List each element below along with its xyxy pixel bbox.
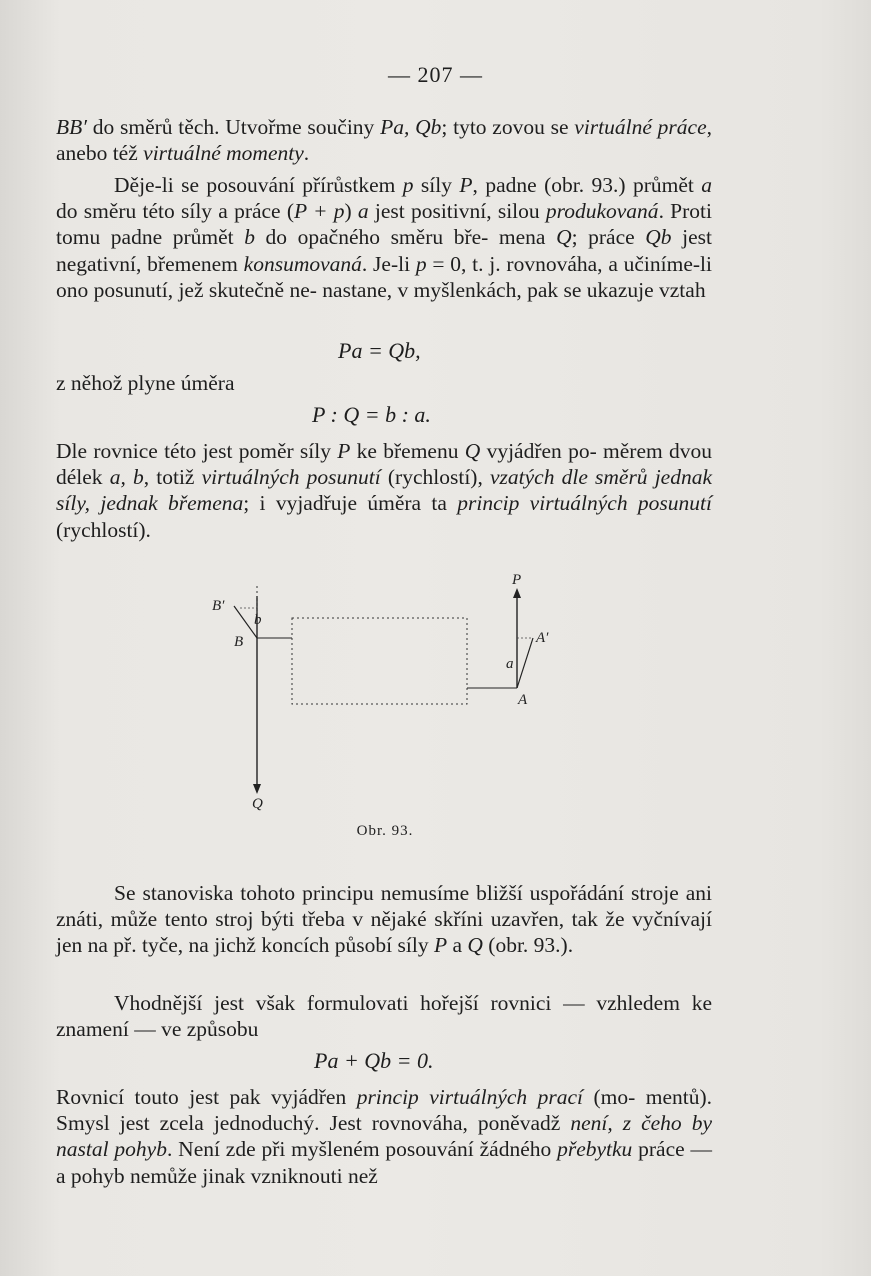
text-span: ; i vyjadřuje úměra	[243, 491, 422, 516]
paragraph-3	[56, 438, 712, 543]
text-span: = 0, t. j. rovnováha, a učiníme-li ono posunutí, jež skutečně ne-	[56, 251, 712, 302]
text-span: práce	[657, 115, 707, 139]
text-span: do směru této síly a práce (	[56, 199, 294, 224]
text-span: , padne (obr. 93.)	[472, 173, 626, 197]
text-span: ke břemenu	[350, 439, 465, 463]
text-span: vzatých dle směrů jednak síly, jednak břemena	[56, 465, 713, 516]
text-span: P	[337, 439, 351, 463]
text-span: b	[244, 225, 255, 250]
text-span: Qb	[645, 225, 672, 250]
label-b: B	[234, 634, 244, 650]
page-number: — 207 —	[388, 62, 483, 87]
formula-pa-qb: Pa = Qb,	[338, 338, 421, 363]
text-span: práce — a pohyb nemůže jinak vzniknouti než	[56, 1137, 713, 1188]
text-span: virtuálné	[574, 115, 652, 139]
text-span: Q	[556, 225, 572, 250]
text-span: síly	[413, 173, 460, 197]
text-span: a	[447, 933, 468, 958]
text-span: , anebo též	[56, 115, 712, 166]
text-span: ke znamení — ve způsobu	[56, 991, 712, 1042]
text-span: vyjádřen po-	[480, 439, 597, 463]
text-span: stroje ani znáti, může tento stroj býti třeba v nějaké skříni uzavřen,	[56, 881, 712, 932]
arrow-p-icon	[513, 588, 521, 598]
formula-sum-zero: Pa + Qb = 0.	[314, 1048, 434, 1073]
figure-caption: Obr. 93.	[356, 823, 414, 839]
text-span: Rovnicí touto jest pak vyjádřen	[56, 1085, 357, 1109]
text-span: jest positivní, silou	[368, 199, 540, 224]
text-line: z něhož plyne úměra	[56, 371, 235, 395]
text-span: Děje-li se posouvání přírůstkem	[114, 173, 403, 197]
text-span: virtuálných posunutí	[201, 465, 381, 490]
text-span: . Proti tomu padne průmět	[56, 199, 712, 250]
paragraph-2	[56, 172, 712, 303]
text-span: p	[415, 251, 427, 276]
text-span: měrem dvou délek	[56, 439, 712, 490]
formula-proportion: P : Q = b : a.	[312, 402, 431, 427]
paragraph-6	[56, 1084, 712, 1189]
label-q: Q	[252, 796, 263, 812]
text-span: nastane, v myšlenkách, pak se ukazuje vztah	[322, 277, 706, 302]
label-a-prime: A′	[536, 630, 549, 646]
text-span: mena	[498, 225, 557, 250]
text-span: P	[433, 933, 448, 958]
text-span: ; tyto zovou se	[441, 115, 575, 139]
text-span: Se stanoviska tohoto principu nemusíme bližší uspořádání	[114, 881, 624, 905]
text-span: (rychlostí),	[380, 465, 483, 490]
text-span: Dle rovnice této jest poměr síly	[56, 439, 338, 463]
text-span: virtuálné momenty	[143, 141, 304, 166]
arrow-q-icon	[253, 784, 261, 794]
text-span: a, b	[109, 465, 144, 490]
text-span: do směrů těch. Utvořme součiny	[86, 115, 381, 139]
text-span: konsumovaná	[243, 251, 362, 276]
text-span: jest negativní, břemenem	[56, 225, 713, 276]
text-span: BB′	[56, 115, 87, 139]
paragraph-1	[56, 114, 712, 166]
text-span: a	[357, 199, 369, 224]
text-span: P + p	[294, 199, 345, 224]
text-span: produkovaná	[545, 199, 659, 224]
text-span: do opačného směru bře-	[254, 225, 489, 250]
paragraph-5	[56, 990, 712, 1042]
text-span: .	[303, 141, 310, 166]
text-span: Q	[467, 933, 483, 958]
text-span: ; práce	[571, 225, 646, 250]
text-span: p	[402, 173, 414, 197]
text-span: (mo-	[583, 1085, 636, 1109]
text-span: princip virtuálných posunutí	[457, 491, 712, 516]
label-b-prime: B′	[212, 598, 225, 614]
text-span: Pa, Qb	[380, 115, 442, 139]
box-dotted	[292, 618, 467, 704]
figure-93-diagram	[200, 568, 560, 818]
paragraph-4	[56, 880, 712, 959]
text-span: Q	[464, 439, 481, 463]
text-span: Vhodnější jest však formulovati hořejší rovnici — vzhledem	[114, 991, 680, 1015]
text-span: tak že vyčnívají jen na př. tyče, na jichž koncích působí síly	[56, 907, 713, 958]
text-span: . Není zde při myšleném posouvání	[166, 1137, 474, 1162]
text-span: (obr. 93.).	[488, 933, 574, 958]
text-span: , totiž	[143, 465, 202, 490]
text-span: )	[344, 199, 358, 224]
label-a: A	[518, 692, 528, 708]
text-span: mentů). Smysl jest zcela jednoduchý. Jest rovnováha, poněvadž	[56, 1085, 713, 1136]
label-p: P	[512, 572, 522, 588]
text-span: a	[701, 173, 712, 197]
text-span: není, z čeho by nastal pohyb	[56, 1111, 712, 1162]
text-span: ta	[431, 491, 458, 516]
text-span: průmět	[632, 173, 702, 197]
text-span: (rychlostí).	[56, 517, 151, 542]
text-span: žádného	[479, 1137, 558, 1162]
text-span: přebytku	[557, 1137, 633, 1162]
aa-prime-line	[517, 638, 533, 688]
label-b-small: b	[254, 612, 262, 628]
text-span: princip virtuálných prací	[356, 1085, 584, 1109]
label-a-small: a	[506, 656, 514, 672]
text-span: P	[459, 173, 473, 197]
text-span: . Je-li	[361, 251, 411, 276]
